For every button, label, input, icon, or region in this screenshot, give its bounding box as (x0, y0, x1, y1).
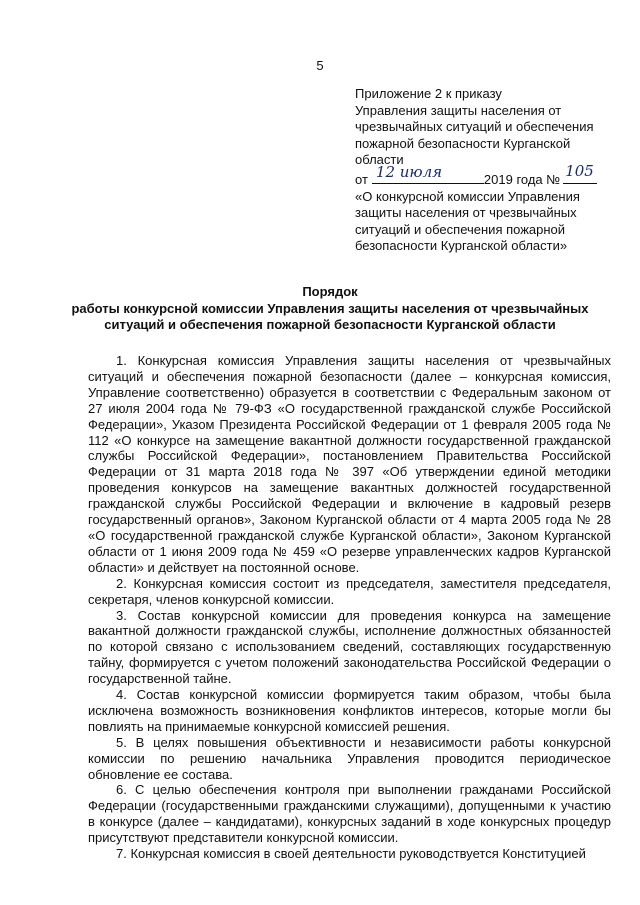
paragraph: 7. Конкурсная комиссия в своей деятельности руководствуется Конституцией (116, 846, 586, 862)
paragraph: 5. В целях повышения объективности и независимости работы конкурсной комиссии по решению начальника Управления проводится периодическое обновление ее состава. (88, 734, 611, 782)
appendix-line: области (355, 152, 404, 168)
appendix-date-line (355, 161, 625, 189)
appendix-line: защиты населения от чрезвычайных (355, 205, 577, 221)
page-number: 5 (316, 58, 324, 73)
title-heading: Порядок (302, 284, 358, 299)
document-title (60, 284, 600, 334)
document-body (88, 353, 611, 862)
appendix-line: Приложение 2 к приказу (355, 86, 502, 101)
appendix-line: «О конкурсной комиссии Управления (355, 188, 580, 204)
number-blank (563, 161, 597, 184)
handwritten-number: 105 (565, 161, 594, 180)
appendix-line: Управления защиты населения от (355, 102, 562, 118)
handwritten-date: 12 июля (375, 162, 443, 181)
date-blank (372, 162, 484, 184)
appendix-line: безопасности Курганской области» (355, 238, 568, 254)
appendix-line: ситуаций и обеспечения пожарной (355, 221, 566, 237)
paragraph: 6. С целью обеспечения контроля при выполнении гражданами Российской Федерации (государственными гражданскими служащими), допущенными к участию в конкурсе (далее – кандидатами), конкурсных заданий в ходе конкурсных процедур присутствуют представители конкурсной комиссии. (88, 782, 611, 846)
title-subtitle: работы конкурсной комиссии Управления защиты населения от чрезвычайных ситуаций и обеспечения пожарной безопасности Курганской области (71, 300, 589, 332)
from-label: от (355, 171, 368, 187)
appendix-block (355, 86, 625, 255)
paragraph: 1. Конкурсная комиссия Управления защиты населения от чрезвычайных ситуаций и обеспечения пожарной безопасности (далее – конкурсная комиссия, Управление соответственно) образуется в соответствии с Федеральным законом от 27 июля 2004 года № 79-ФЗ «О государственной гражданской службе Российской Федерации», Указом Президента Российской Федерации от 1 февраля 2005 года № 112 «О конкурсе на замещение вакантной должности государственной гражданской службы Российской Федерации», постановлением Правительства Российской Федерации от 31 марта 2018 года № 397 «Об утверждении единой методики проведения конкурсов на замещение вакантных должностей государственной гражданской службы Российской Федерации и включение в кадровый резерв государственный органов», Законом Курганской области от 4 марта 2005 года № 28 «О государственной гражданской службе Курганской области», Законом Курганской области от 1 июня 2009 года № 459 «О резерве управленческих кадров Курганской области» и действует на постоянной основе. (88, 353, 611, 575)
paragraph: 4. Состав конкурсной комиссии формируется таким образом, чтобы была исключена возможность возникновения конфликтов интересов, которые могли бы повлиять на принимаемые конкурсной комиссией решения. (88, 687, 611, 734)
paragraph: 2. Конкурсная комиссия состоит из председателя, заместителя председателя, секретаря, членов конкурсной комиссии. (88, 575, 611, 607)
appendix-line: чрезвычайных ситуаций и обеспечения (355, 119, 594, 135)
year-text: 2019 года № (483, 171, 561, 187)
paragraph: 3. Состав конкурсной комиссии для проведения конкурса на замещение вакантной должности гражданской службы, исполнение должностных обязанностей по которой связано с использованием сведений, составляющих государственную тайну, формируется с учетом положений законодательства Российской Федерации о государственной тайне. (88, 607, 611, 687)
appendix-line: пожарной безопасности Курганской (355, 135, 571, 151)
